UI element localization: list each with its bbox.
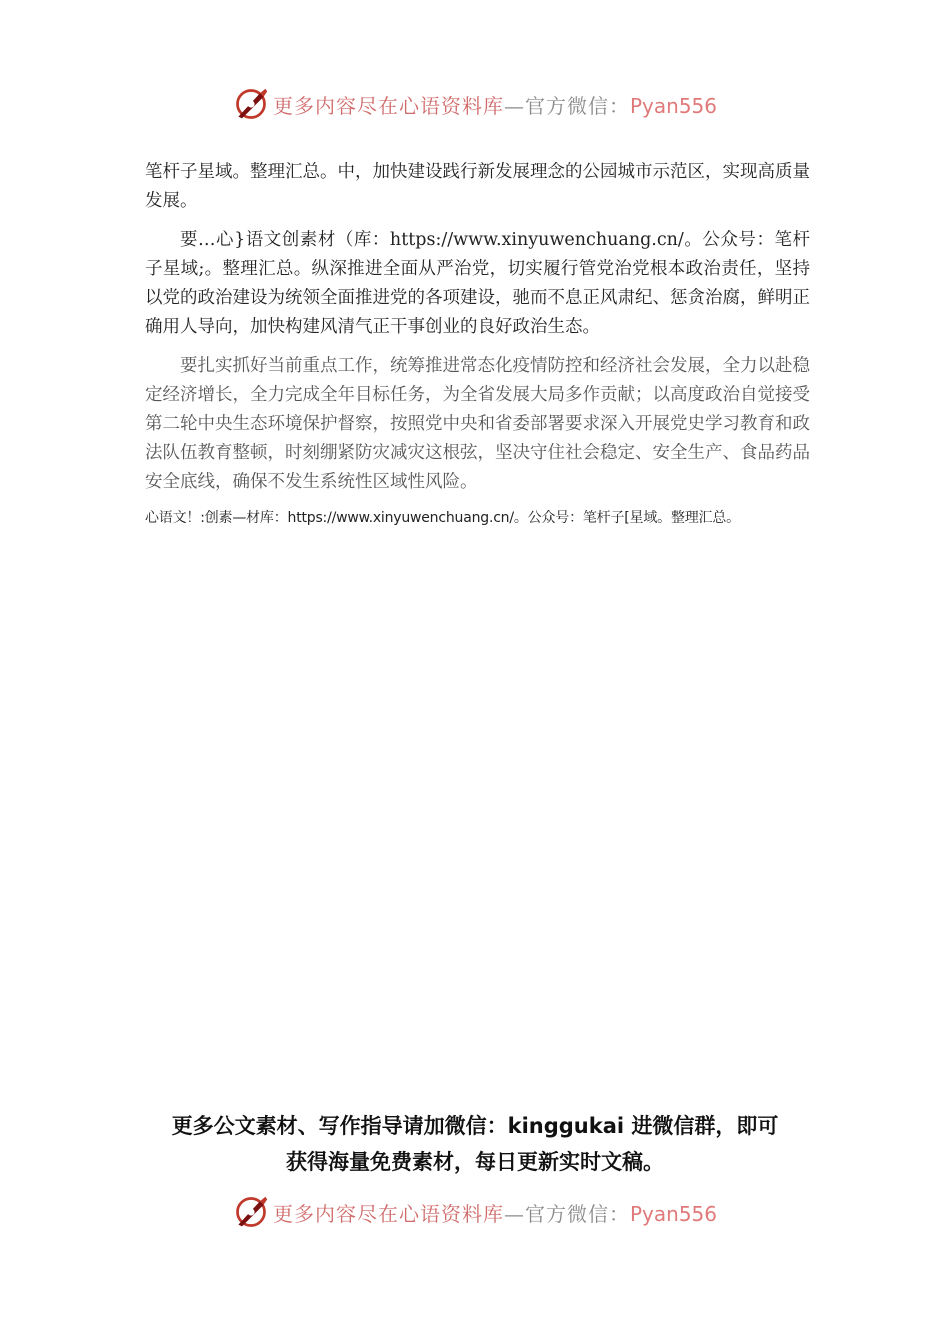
pen-logo-icon: [233, 1194, 269, 1230]
banner-wechat-id: Pyan556: [629, 93, 717, 118]
pen-logo-icon: [233, 86, 269, 122]
header-banner: [0, 82, 950, 126]
banner-main: 更多内容尽在心语资料库: [272, 1201, 504, 1226]
footer-banner: [0, 1190, 950, 1234]
paragraph-4: 心语文！:创素—材库：https://www.xinyuwenchuang.cn/。公众号：笔杆子[星域。整理汇总。: [145, 510, 740, 526]
document-body: [145, 158, 810, 539]
banner-official: 官方微信：: [524, 93, 630, 118]
banner-official: 官方微信：: [524, 1201, 630, 1226]
banner-dash: —: [503, 93, 525, 118]
banner-text: [273, 90, 717, 119]
banner-text: [273, 1198, 717, 1227]
banner-main: 更多内容尽在心语资料库: [272, 93, 504, 118]
promo-line-1: 更多公文素材、写作指导请加微信：kinggukai 进微信群，即可: [171, 1114, 779, 1138]
paragraph-2: 要…心}语文创素材（库：https://www.xinyuwenchuang.cn/。公众号：笔杆子星域;。整理汇总。纵深推进全面从严治党，切实履行管党治党根本政治责任，坚持以党的政治建设为统领全面推进党的各项建设，驰而不息正风肃纪、惩贪治腐，鲜明正确用人导向，加快构建风清气正干事创业的良好政治生态。: [145, 230, 810, 337]
promo-block: [0, 1108, 950, 1180]
promo-line-2: 获得海量免费素材，每日更新实时文稿。: [286, 1150, 664, 1174]
paragraph-1: 笔杆子星域。整理汇总。中，加快建设践行新发展理念的公园城市示范区，实现高质量发展。: [145, 162, 810, 211]
paragraph-3: 要扎实抓好当前重点工作，统筹推进常态化疫情防控和经济社会发展，全力以赴稳定经济增长，全力完成全年目标任务，为全省发展大局多作贡献；以高度政治自觉接受第二轮中央生态环境保护督察，按照党中央和省委部署要求深入开展党史学习教育和政法队伍教育整顿，时刻绷紧防灾减灾这根弦，坚决守住社会稳定、安全生产、食品药品安全底线，确保不发生系统性区域性风险。: [145, 356, 810, 492]
banner-wechat-id: Pyan556: [629, 1201, 717, 1226]
banner-dash: —: [503, 1201, 525, 1226]
